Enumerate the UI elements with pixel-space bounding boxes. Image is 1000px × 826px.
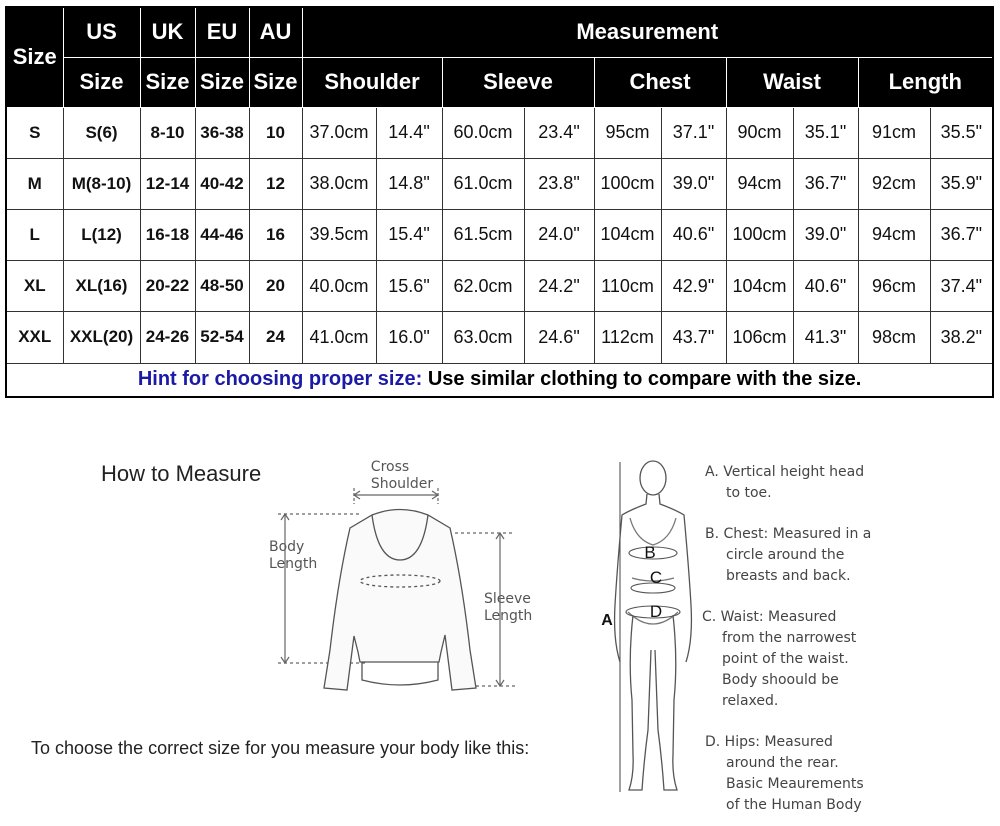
table-row <box>6 107 993 158</box>
cell-chest-in: 39.0" <box>661 158 726 209</box>
cell-size: L <box>6 209 63 260</box>
cell-size: S <box>6 107 63 158</box>
cell-chest-in: 43.7" <box>661 312 726 363</box>
marker-d: D <box>649 602 663 621</box>
cell-au: 24 <box>249 312 302 363</box>
cell-shoulder-in: 15.4" <box>376 209 442 260</box>
sleeve-length-label-2: Length <box>484 608 533 624</box>
header-au-size: Size <box>249 57 302 107</box>
hint-text: Use similar clothing to compare with the size. <box>422 368 862 391</box>
cell-chest-in: 42.9" <box>661 261 726 312</box>
cell-us: S(6) <box>63 107 140 158</box>
note-d-line-1: D. Hips: Measured <box>705 734 833 750</box>
cell-eu: 36-38 <box>195 107 249 158</box>
cell-length-cm: 94cm <box>858 209 930 260</box>
body-length-label-1: Body <box>269 539 305 555</box>
cell-uk: 12-14 <box>140 158 195 209</box>
cell-uk: 8-10 <box>140 107 195 158</box>
cell-sleeve-cm: 61.5cm <box>442 209 524 260</box>
cell-length-in: 36.7" <box>930 209 993 260</box>
cell-length-cm: 92cm <box>858 158 930 209</box>
header-shoulder: Shoulder <box>302 57 442 107</box>
table-row <box>6 261 993 312</box>
cell-waist-cm: 106cm <box>726 312 793 363</box>
cell-sleeve-in: 23.4" <box>524 107 594 158</box>
size-chart-table <box>5 6 994 398</box>
cell-uk: 24-26 <box>140 312 195 363</box>
cell-waist-in: 40.6" <box>793 261 858 312</box>
cell-us: XXL(20) <box>63 312 140 363</box>
cell-shoulder-cm: 38.0cm <box>302 158 376 209</box>
human-figure-illustration <box>615 461 692 790</box>
cell-us: M(8-10) <box>63 158 140 209</box>
table-row <box>6 209 993 260</box>
header-chest: Chest <box>594 57 726 107</box>
cell-length-cm: 91cm <box>858 107 930 158</box>
cell-us: L(12) <box>63 209 140 260</box>
note-c-line-1: C. Waist: Measured <box>702 609 837 625</box>
how-to-measure-title: How to Measure <box>101 461 262 486</box>
cell-sleeve-cm: 60.0cm <box>442 107 524 158</box>
note-c-line-4: Body shoould be <box>722 672 839 688</box>
marker-c: C <box>649 568 663 587</box>
body-length-label-2: Length <box>269 556 318 572</box>
cell-au: 16 <box>249 209 302 260</box>
cell-chest-cm: 104cm <box>594 209 661 260</box>
header-au: AU <box>249 7 302 57</box>
cell-chest-in: 40.6" <box>661 209 726 260</box>
cell-length-in: 37.4" <box>930 261 993 312</box>
hint-label: Hint for choosing proper size: <box>137 368 423 391</box>
cell-length-in: 38.2" <box>930 312 993 363</box>
header-eu: EU <box>195 7 249 57</box>
cell-waist-in: 35.1" <box>793 107 858 158</box>
table-row <box>6 158 993 209</box>
size-hint <box>6 363 993 397</box>
garment-illustration <box>324 510 476 691</box>
cell-chest-in: 37.1" <box>661 107 726 158</box>
cell-waist-in: 39.0" <box>793 209 858 260</box>
cross-shoulder-label-2: Shoulder <box>370 476 434 492</box>
cell-waist-in: 41.3" <box>793 312 858 363</box>
marker-a: A <box>601 612 613 629</box>
note-a-line-1: A. Vertical height head <box>705 464 865 480</box>
cell-au: 10 <box>249 107 302 158</box>
sleeve-length-label-1: Sleeve <box>484 591 531 607</box>
cell-shoulder-cm: 41.0cm <box>302 312 376 363</box>
cell-size: M <box>6 158 63 209</box>
cell-size: XL <box>6 261 63 312</box>
cell-waist-cm: 94cm <box>726 158 793 209</box>
note-c-line-5: relaxed. <box>722 693 779 709</box>
note-d-line-2: around the rear. <box>726 755 839 771</box>
marker-b: B <box>644 543 656 562</box>
cell-eu: 40-42 <box>195 158 249 209</box>
cell-length-cm: 96cm <box>858 261 930 312</box>
note-c <box>702 607 856 712</box>
cell-shoulder-in: 15.6" <box>376 261 442 312</box>
note-c-line-2: from the narrowest <box>722 630 857 646</box>
cell-chest-cm: 112cm <box>594 312 661 363</box>
header-eu-size: Size <box>195 57 249 107</box>
cell-sleeve-cm: 61.0cm <box>442 158 524 209</box>
cell-sleeve-in: 24.6" <box>524 312 594 363</box>
cell-eu: 48-50 <box>195 261 249 312</box>
cell-chest-cm: 95cm <box>594 107 661 158</box>
cell-eu: 44-46 <box>195 209 249 260</box>
cell-waist-cm: 90cm <box>726 107 793 158</box>
note-c-line-3: point of the waist. <box>722 651 849 667</box>
note-b-line-3: breasts and back. <box>726 568 851 584</box>
cell-au: 20 <box>249 261 302 312</box>
note-d <box>705 732 864 816</box>
cell-size: XXL <box>6 312 63 363</box>
table-row <box>6 312 993 363</box>
cell-au: 12 <box>249 158 302 209</box>
note-b-line-2: circle around the <box>726 547 845 563</box>
cell-shoulder-in: 14.4" <box>376 107 442 158</box>
cell-shoulder-in: 14.8" <box>376 158 442 209</box>
note-b-line-1: B. Chest: Measured in a <box>705 526 872 542</box>
cell-chest-cm: 100cm <box>594 158 661 209</box>
cell-shoulder-cm: 37.0cm <box>302 107 376 158</box>
cell-sleeve-in: 24.0" <box>524 209 594 260</box>
cross-shoulder-label-1: Cross <box>370 459 410 475</box>
cell-eu: 52-54 <box>195 312 249 363</box>
cell-waist-cm: 100cm <box>726 209 793 260</box>
note-d-line-4: of the Human Body <box>726 797 862 813</box>
note-a-line-2: to toe. <box>726 485 772 501</box>
cell-length-in: 35.9" <box>930 158 993 209</box>
header-uk-size: Size <box>140 57 195 107</box>
cell-length-cm: 98cm <box>858 312 930 363</box>
cell-sleeve-in: 23.8" <box>524 158 594 209</box>
note-a <box>705 462 864 504</box>
note-b <box>705 524 871 587</box>
header-waist: Waist <box>726 57 858 107</box>
cell-waist-cm: 104cm <box>726 261 793 312</box>
cell-shoulder-cm: 40.0cm <box>302 261 376 312</box>
cell-uk: 20-22 <box>140 261 195 312</box>
header-us-size: Size <box>63 57 140 107</box>
cell-length-in: 35.5" <box>930 107 993 158</box>
cell-sleeve-cm: 62.0cm <box>442 261 524 312</box>
header-measurement: Measurement <box>302 7 993 57</box>
cell-chest-cm: 110cm <box>594 261 661 312</box>
header-sleeve: Sleeve <box>442 57 594 107</box>
header-us: US <box>63 7 140 57</box>
cell-shoulder-cm: 39.5cm <box>302 209 376 260</box>
header-uk: UK <box>140 7 195 57</box>
note-d-line-3: Basic Meaurements <box>726 776 864 792</box>
cell-sleeve-in: 24.2" <box>524 261 594 312</box>
cell-uk: 16-18 <box>140 209 195 260</box>
measure-instruction: To choose the correct size for you measure your body like this: <box>31 738 530 758</box>
header-length: Length <box>858 57 993 107</box>
cell-shoulder-in: 16.0" <box>376 312 442 363</box>
how-to-measure-section <box>0 400 1000 826</box>
header-size: Size <box>6 7 63 107</box>
cell-waist-in: 36.7" <box>793 158 858 209</box>
cell-us: XL(16) <box>63 261 140 312</box>
cell-sleeve-cm: 63.0cm <box>442 312 524 363</box>
